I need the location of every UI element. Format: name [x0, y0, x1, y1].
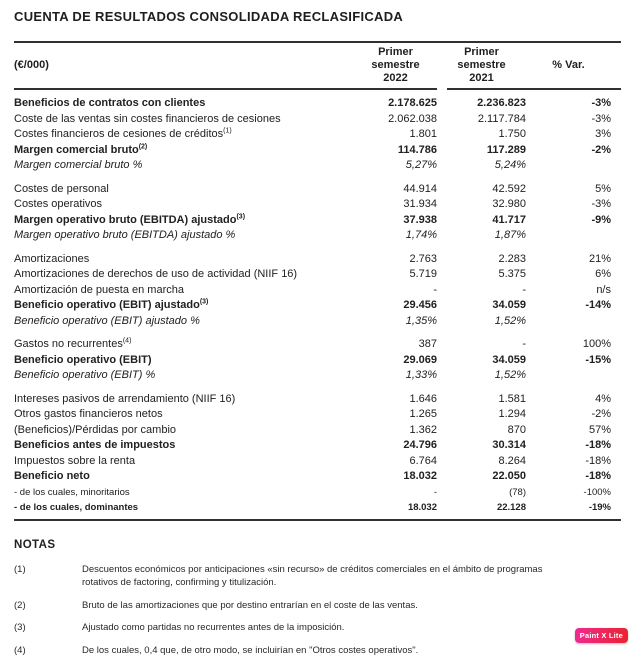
table-row [14, 337, 621, 353]
value-2021: 30.314 [437, 438, 526, 454]
table-row [14, 127, 621, 143]
value-2022: 1.362 [354, 423, 437, 439]
value-pct-var: 100% [526, 337, 611, 353]
note-item [14, 563, 621, 590]
row-label: Costes financieros de cesiones de créditos$^{(1)}$ [14, 127, 354, 143]
row-label: Margen operativo bruto (EBITDA) ajustado$^{(3)}$ [14, 213, 354, 229]
row-label: Amortizaciones de derechos de uso de actividad (NIIF 16) [14, 267, 354, 283]
note-text: De los cuales, 0,4 que, de otro modo, se incluirían en "Otros costes operativos". [82, 644, 569, 657]
table-row [14, 353, 621, 369]
value-2021: 2.117.784 [437, 112, 526, 128]
value-pct-var: 21% [526, 252, 611, 268]
row-label: Beneficio operativo (EBIT) ajustado$^{(3)}$ [14, 298, 354, 314]
col-header-pct-var: % Var. [526, 46, 611, 85]
table-row [14, 500, 621, 515]
row-label: Margen comercial bruto % [14, 158, 354, 174]
value-2022: 1,74% [354, 228, 437, 244]
row-label: (Beneficios)/Pérdidas por cambio [14, 423, 354, 439]
value-pct-var: 4% [526, 392, 611, 408]
row-label: Margen comercial bruto$^{(2)}$ [14, 143, 354, 159]
value-pct-var: -100% [526, 485, 611, 500]
value-2021: 2.236.823 [437, 96, 526, 112]
value-2022: 6.764 [354, 454, 437, 470]
value-2022: 1.646 [354, 392, 437, 408]
note-number: (4) [14, 644, 82, 657]
note-item [14, 599, 621, 613]
value-pct-var: -3% [526, 112, 611, 128]
note-number: (3) [14, 621, 82, 635]
value-2021: 22.050 [437, 469, 526, 485]
row-label: Amortizaciones [14, 252, 354, 268]
value-pct-var: -15% [526, 353, 611, 369]
paint-x-lite-badge: Paint X Lite [575, 628, 628, 643]
value-2021: 8.264 [437, 454, 526, 470]
value-pct-var: 57% [526, 423, 611, 439]
value-pct-var: -18% [526, 454, 611, 470]
row-label: Beneficio neto [14, 469, 354, 485]
note-text: Bruto de las amortizaciones que por destino entrarían en el coste de las ventas. [82, 599, 569, 613]
col-header-2021: Primer semestre 2021 [437, 46, 526, 85]
table-row [14, 454, 621, 470]
value-2021: 5,24% [437, 158, 526, 174]
value-pct-var: -18% [526, 469, 611, 485]
row-label: - de los cuales, minoritarios [14, 485, 354, 500]
table-row [14, 252, 621, 268]
header-rule-left [14, 88, 437, 90]
value-2021: 1,87% [437, 228, 526, 244]
value-2022: 2.062.038 [354, 112, 437, 128]
value-pct-var: -2% [526, 143, 611, 159]
table-header-row [14, 46, 621, 85]
value-2022: 31.934 [354, 197, 437, 213]
table-row [14, 314, 621, 330]
table-row [14, 368, 621, 384]
value-2021: - [437, 337, 526, 353]
value-2022: 44.914 [354, 182, 437, 198]
value-2022: 5.719 [354, 267, 437, 283]
value-2021: 1,52% [437, 368, 526, 384]
unit-label: (€/000) [14, 46, 354, 85]
value-pct-var: -3% [526, 197, 611, 213]
note-number: (1) [14, 563, 82, 590]
value-pct-var [526, 368, 611, 384]
value-2022: 18.032 [354, 469, 437, 485]
value-pct-var: 6% [526, 267, 611, 283]
notes-list [14, 563, 621, 657]
table-row [14, 96, 621, 112]
value-pct-var: n/s [526, 283, 611, 299]
value-2021: 1,52% [437, 314, 526, 330]
note-item [14, 644, 621, 657]
value-2022: 29.456 [354, 298, 437, 314]
table-row [14, 228, 621, 244]
value-pct-var: 3% [526, 127, 611, 143]
table-row [14, 423, 621, 439]
table-row [14, 283, 621, 299]
table-row [14, 438, 621, 454]
value-2022: 1,35% [354, 314, 437, 330]
value-2022: 24.796 [354, 438, 437, 454]
table-row [14, 407, 621, 423]
header-rule [14, 88, 621, 90]
table-row [14, 158, 621, 174]
value-pct-var: -18% [526, 438, 611, 454]
table-body [14, 90, 621, 519]
row-label: Costes operativos [14, 197, 354, 213]
header-rule-right [447, 88, 621, 90]
row-label: Impuestos sobre la renta [14, 454, 354, 470]
value-2021: 5.375 [437, 267, 526, 283]
table-bottom-rule [14, 519, 621, 521]
value-pct-var: 5% [526, 182, 611, 198]
value-pct-var: -3% [526, 96, 611, 112]
value-2021: 1.294 [437, 407, 526, 423]
value-pct-var: -9% [526, 213, 611, 229]
value-2022: 1.801 [354, 127, 437, 143]
value-2022: 2.178.625 [354, 96, 437, 112]
notes-section [14, 539, 621, 657]
value-2022: 2.763 [354, 252, 437, 268]
row-label: Gastos no recurrentes$^{(4)}$ [14, 337, 354, 353]
value-2021: 1.581 [437, 392, 526, 408]
value-2021: 34.059 [437, 353, 526, 369]
value-2021: 1.750 [437, 127, 526, 143]
table-header [14, 41, 621, 90]
note-text: Ajustado como partidas no recurrentes antes de la imposición. [82, 621, 569, 635]
row-label: Amortización de puesta en marcha [14, 283, 354, 299]
table-section [14, 392, 621, 515]
table-section [14, 96, 621, 174]
value-2022: 1.265 [354, 407, 437, 423]
value-2021: 22.128 [437, 500, 526, 515]
row-label: Coste de las ventas sin costes financieros de cesiones [14, 112, 354, 128]
value-pct-var: -19% [526, 500, 611, 515]
value-pct-var: -2% [526, 407, 611, 423]
row-label: Beneficios de contratos con clientes [14, 96, 354, 112]
row-label: Margen operativo bruto (EBITDA) ajustado % [14, 228, 354, 244]
row-label: - de los cuales, dominantes [14, 500, 354, 515]
row-label: Costes de personal [14, 182, 354, 198]
value-2021: 2.283 [437, 252, 526, 268]
income-statement-table [14, 41, 621, 521]
value-pct-var [526, 314, 611, 330]
table-section [14, 182, 621, 244]
row-label: Beneficio operativo (EBIT) ajustado % [14, 314, 354, 330]
value-pct-var [526, 158, 611, 174]
row-label: Beneficio operativo (EBIT) % [14, 368, 354, 384]
col-header-2022: Primer semestre 2022 [354, 46, 437, 85]
table-row [14, 112, 621, 128]
value-2022: 29.069 [354, 353, 437, 369]
value-2021: - [437, 283, 526, 299]
note-text: Descuentos económicos por anticipaciones «sin recurso» de créditos comerciales en el ámbito de programas rotativos de factoring, confirming y titulización. [82, 563, 569, 590]
table-section [14, 337, 621, 384]
value-2021: 41.717 [437, 213, 526, 229]
table-section [14, 252, 621, 330]
value-2021: 34.059 [437, 298, 526, 314]
value-2022: 5,27% [354, 158, 437, 174]
table-row [14, 392, 621, 408]
value-2021: 42.592 [437, 182, 526, 198]
page-title: CUENTA DE RESULTADOS CONSOLIDADA RECLASIFICADA [14, 0, 621, 24]
value-2021: (78) [437, 485, 526, 500]
row-label: Beneficio operativo (EBIT) [14, 353, 354, 369]
value-2022: 37.938 [354, 213, 437, 229]
value-pct-var: -14% [526, 298, 611, 314]
notes-heading: NOTAS [14, 539, 621, 551]
value-pct-var [526, 228, 611, 244]
value-2022: - [354, 485, 437, 500]
note-item [14, 621, 621, 635]
value-2021: 32.980 [437, 197, 526, 213]
value-2022: 114.786 [354, 143, 437, 159]
value-2022: 1,33% [354, 368, 437, 384]
table-row [14, 197, 621, 213]
table-row [14, 213, 621, 229]
table-row [14, 298, 621, 314]
row-label: Intereses pasivos de arrendamiento (NIIF 16) [14, 392, 354, 408]
value-2022: 387 [354, 337, 437, 353]
table-row [14, 485, 621, 500]
value-2022: - [354, 283, 437, 299]
table-row [14, 182, 621, 198]
table-row [14, 143, 621, 159]
value-2021: 870 [437, 423, 526, 439]
row-label: Otros gastos financieros netos [14, 407, 354, 423]
row-label: Beneficios antes de impuestos [14, 438, 354, 454]
value-2022: 18.032 [354, 500, 437, 515]
table-row [14, 469, 621, 485]
table-row [14, 267, 621, 283]
note-number: (2) [14, 599, 82, 613]
value-2021: 117.289 [437, 143, 526, 159]
